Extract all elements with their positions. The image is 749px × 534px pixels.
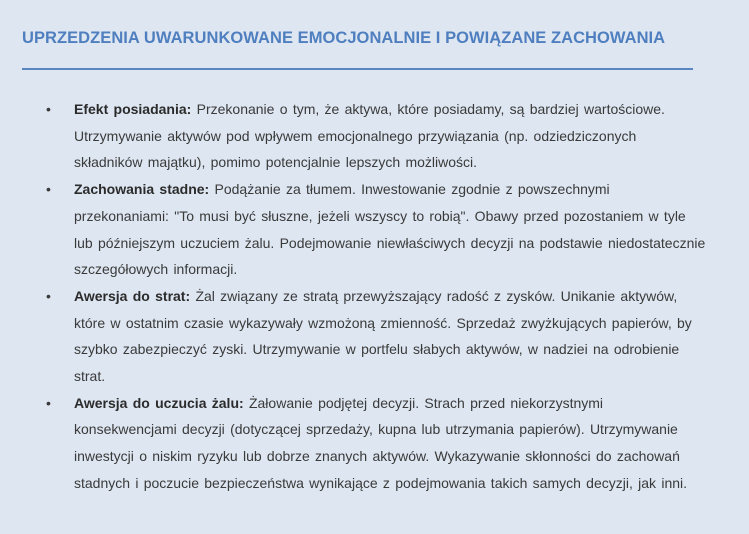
list-item-regret-aversion: [0, 390, 749, 497]
item-term: Zachowania stadne:: [74, 181, 210, 198]
bullet-icon: •: [46, 287, 51, 304]
item-text: Żal związany ze stratą przewyższający radość z zysków. Unikanie aktywów, które w ostatnim czasie wykazywały wzmożoną zmienność. Sprzedaż zwyżkujących papierów, by szybko zabezpieczyć zyski. Utrzymywanie w portfelu słabych aktywów, w nadziei na odrobienie strat.: [74, 287, 692, 385]
bullet-icon: •: [46, 101, 51, 117]
bullet-icon: •: [46, 394, 51, 411]
item-term: Efekt posiadania:: [74, 101, 192, 117]
bullet-icon: •: [46, 181, 51, 198]
item-term: Awersja do uczucia żalu:: [74, 394, 244, 411]
title-divider: [22, 68, 693, 70]
page-title: UPRZEDZENIA UWARUNKOWANE EMOCJONALNIE I POWIĄZANE ZACHOWANIA: [22, 29, 666, 47]
list-item-loss-aversion: [0, 283, 749, 390]
item-text: Żałowanie podjętej decyzji. Strach przed niekorzystnymi konsekwencjami decyzji (dotyczącej sprzedaży, kupna lub utrzymania papierów). Utrzymywanie inwestycji o niskim ryzyku lub dobrze znanych aktywów. Wykazywanie skłonności do zachowań stadnych i poczucie bezpieczeństwa wynikające z podejmowania takich samych decyzji, jak inni.: [74, 394, 688, 491]
list-item-endowment-effect: [0, 96, 749, 176]
item-text: Podążanie za tłumem. Inwestowanie zgodnie z powszechnymi przekonaniami: "To musi być słuszne, jeżeli wszyscy to robią". Obawy przed pozostaniem w tyle lub późniejszym uczuciem żalu. Podejmowanie niewłaściwych decyzji na podstawie niedostatecznie szczegółowych informacji.: [74, 181, 706, 278]
list-item-herd-behavior: [0, 176, 749, 283]
bias-list: [0, 96, 749, 497]
item-text: Przekonanie o tym, że aktywa, które posiadamy, są bardziej wartościowe. Utrzymywanie aktywów pod wpływem emocjonalnego przywiązania (np. odziedziczonych składników majątku), pomimo potencjalnie lepszych możliwości.: [74, 101, 665, 171]
item-term: Awersja do strat:: [74, 287, 191, 304]
